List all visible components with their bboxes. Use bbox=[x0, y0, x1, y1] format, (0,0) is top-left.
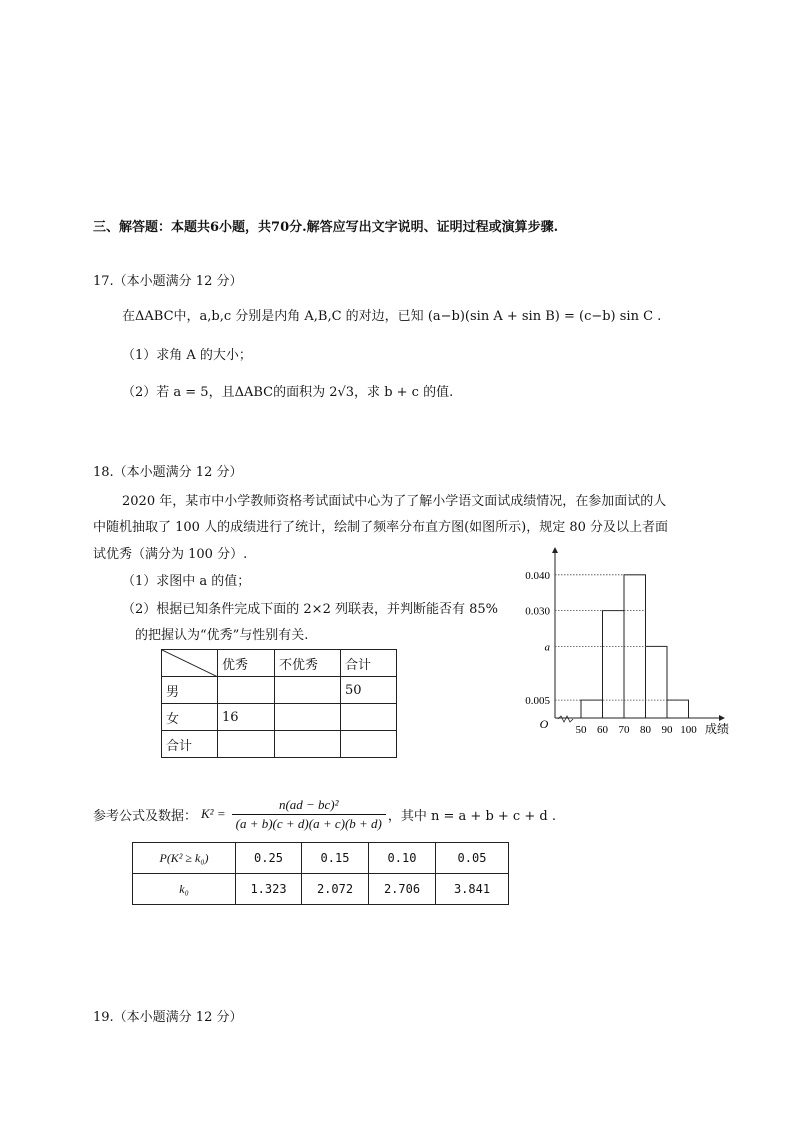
formula-fraction bbox=[232, 796, 386, 833]
x-tick-label: 70 bbox=[618, 724, 630, 736]
q19-header: 19.（本小题满分 12 分） bbox=[93, 1010, 243, 1025]
formula-lhs: K² = bbox=[201, 806, 226, 821]
table-row bbox=[133, 843, 509, 874]
table-cell: 1.323 bbox=[236, 874, 302, 905]
formula-label: 参考公式及数据： bbox=[93, 808, 198, 824]
origin-label: O bbox=[539, 717, 549, 731]
q18-header: 18.（本小题满分 12 分） bbox=[93, 465, 243, 480]
q18-part2-line1: （2）根据已知条件完成下面的 2×2 列联表，并判断能否有 85% bbox=[122, 602, 498, 617]
header-cell: 优秀 bbox=[218, 650, 275, 677]
table-cell: 2.072 bbox=[302, 874, 369, 905]
q18-part1: （1）求图中 a 的值； bbox=[122, 574, 251, 589]
table-row bbox=[162, 704, 397, 731]
table-cell bbox=[218, 731, 275, 758]
table-row bbox=[162, 650, 397, 677]
table-cell: 16 bbox=[218, 704, 275, 731]
table-cell bbox=[218, 677, 275, 704]
table-cell: 0.10 bbox=[369, 843, 436, 874]
critical-value-table bbox=[132, 842, 509, 905]
table-row bbox=[133, 874, 509, 905]
q18-stem-line2: 中随机抽取了 100 人的成绩进行了统计，绘制了频率分布直方图(如图所示)，规定 80 分及以上者面 bbox=[93, 520, 669, 535]
table-cell: 0.05 bbox=[436, 843, 509, 874]
table-cell: 2.706 bbox=[369, 874, 436, 905]
x-tick-label: 90 bbox=[661, 724, 673, 736]
formula-line bbox=[93, 791, 556, 837]
x-tick-label: 50 bbox=[575, 724, 587, 736]
row-label: P(K² ≥ k₀) bbox=[133, 843, 236, 874]
table-row bbox=[162, 677, 397, 704]
x-tick-label: 100 bbox=[680, 724, 697, 736]
table-cell: 3.841 bbox=[436, 874, 509, 905]
formula-tail: ，其中 n = a + b + c + d . bbox=[387, 808, 556, 824]
header-cell: 不优秀 bbox=[275, 650, 341, 677]
table-row bbox=[162, 731, 397, 758]
table-cell bbox=[341, 704, 397, 731]
q17-header: 17.（本小题满分 12 分） bbox=[93, 274, 243, 289]
table-cell bbox=[275, 704, 341, 731]
histogram-bar bbox=[603, 611, 625, 718]
q18-stem-line3: 试优秀（满分为 100 分）. bbox=[93, 547, 248, 562]
histogram-bar bbox=[667, 700, 689, 718]
table-cell bbox=[275, 677, 341, 704]
q17-part2: （2）若 a = 5，且ΔABC的面积为 2√3，求 b + c 的值. bbox=[122, 385, 454, 400]
q18-part2-line2: 的把握认为“优秀”与性别有关. bbox=[135, 628, 309, 643]
axis-break-icon bbox=[558, 716, 573, 722]
q17-stem: 在ΔABC中，a,b,c 分别是内角 A,B,C 的对边，已知 (a−b)(sin A + sin B) = (c−b) sin C . bbox=[122, 309, 662, 324]
diagonal-header-cell bbox=[162, 650, 218, 677]
header-cell: 合计 bbox=[341, 650, 397, 677]
y-tick-label: a bbox=[544, 641, 550, 654]
diagonal-line bbox=[162, 650, 218, 677]
x-tick-label: 60 bbox=[597, 724, 608, 736]
section-title: 三、解答题：本题共6小题，共70分.解答应写出文字说明、证明过程或演算步骤. bbox=[93, 220, 559, 235]
row-label: 女 bbox=[162, 704, 218, 731]
y-tick-label: 0.040 bbox=[525, 569, 550, 582]
frequency-histogram bbox=[500, 540, 750, 770]
q17-part1: （1）求角 A 的大小； bbox=[122, 348, 252, 363]
table-cell bbox=[341, 731, 397, 758]
formula-numerator: n(ad − bc)² bbox=[232, 796, 386, 815]
table-cell bbox=[275, 731, 341, 758]
row-label: 合计 bbox=[162, 731, 218, 758]
histogram-bar bbox=[646, 646, 668, 718]
table-cell: 50 bbox=[341, 677, 397, 704]
row-label: 男 bbox=[162, 677, 218, 704]
x-axis-label: 成绩 bbox=[705, 722, 730, 736]
y-tick-label: 0.030 bbox=[525, 605, 550, 618]
row-label: k₀ bbox=[133, 874, 236, 905]
q18-stem-line1: 2020 年，某市中小学教师资格考试面试中心为了了解小学语文面试成绩情况，在参加面试的人 bbox=[122, 494, 667, 509]
table-cell: 0.15 bbox=[302, 843, 369, 874]
table-cell: 0.25 bbox=[236, 843, 302, 874]
x-tick-label: 80 bbox=[640, 724, 651, 736]
histogram-bar bbox=[581, 700, 603, 718]
y-tick-label: 0.005 bbox=[525, 695, 550, 708]
formula-denominator: (a + b)(c + d)(a + c)(b + d) bbox=[235, 815, 382, 831]
contingency-table bbox=[161, 649, 397, 758]
